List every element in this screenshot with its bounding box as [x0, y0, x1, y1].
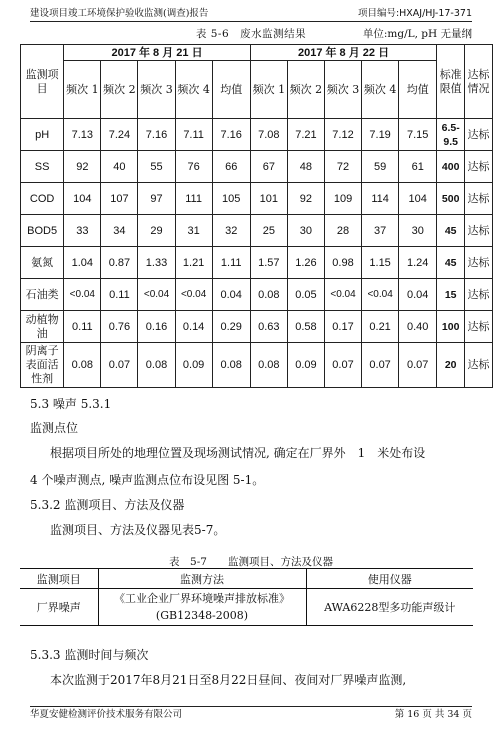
mean-cell: 30 [399, 215, 437, 247]
value-cell: 25 [250, 215, 287, 247]
value-cell: 0.08 [138, 343, 175, 388]
value-cell: 0.58 [287, 311, 324, 343]
table-row [21, 119, 493, 151]
value-cell: 7.08 [250, 119, 287, 151]
table-row [21, 279, 493, 311]
value-cell: 0.07 [362, 343, 399, 388]
status-cell: 达标 [465, 151, 493, 183]
status-cell: 达标 [465, 215, 493, 247]
report-title: 建设项目竣工环境保护验收监测(调查)报告 [30, 8, 209, 19]
col-compliance: 达标情况 [465, 45, 493, 119]
value-cell: 1.21 [175, 247, 212, 279]
method-cell [98, 589, 306, 626]
section-5-3-3-heading: 5.3.3 监测时间与频次 [30, 648, 149, 662]
freq-header: 频次 2 [101, 61, 138, 119]
value-cell: 31 [175, 215, 212, 247]
mean-cell: 1.24 [399, 247, 437, 279]
freq-header: 频次 4 [175, 61, 212, 119]
item-cell: 氨氮 [21, 247, 64, 279]
value-cell: <0.04 [324, 279, 361, 311]
status-cell: 达标 [465, 279, 493, 311]
value-cell: 0.17 [324, 311, 361, 343]
page-footer [30, 706, 472, 720]
item-cell: 石油类 [21, 279, 64, 311]
value-cell: 7.13 [64, 119, 101, 151]
mean-cell: 1.11 [212, 247, 250, 279]
mean-cell: 0.04 [399, 279, 437, 311]
table-body [21, 119, 493, 388]
value-cell: 101 [250, 183, 287, 215]
value-cell: 0.09 [287, 343, 324, 388]
value-cell: 28 [324, 215, 361, 247]
status-cell: 达标 [465, 183, 493, 215]
col-method: 监测方法 [98, 569, 306, 589]
value-cell: 0.11 [64, 311, 101, 343]
value-cell: 92 [287, 183, 324, 215]
col-standard-limit: 标准限值 [437, 45, 465, 119]
mean-cell: 105 [212, 183, 250, 215]
table-5-6-unit: 单位:mg/L, pH 无量纲 [362, 28, 472, 40]
value-cell: 0.09 [175, 343, 212, 388]
mean-cell: 0.08 [212, 343, 250, 388]
value-cell: 114 [362, 183, 399, 215]
value-cell: <0.04 [175, 279, 212, 311]
freq-header: 频次 2 [287, 61, 324, 119]
value-cell: 7.21 [287, 119, 324, 151]
value-cell: 55 [138, 151, 175, 183]
freq-header: 频次 3 [324, 61, 361, 119]
value-cell: 1.15 [362, 247, 399, 279]
mean-cell: 0.04 [212, 279, 250, 311]
value-cell: 107 [101, 183, 138, 215]
value-cell: 111 [175, 183, 212, 215]
value-cell: 7.24 [101, 119, 138, 151]
status-cell: 达标 [465, 247, 493, 279]
project-number: 项目编号:HXAJ/HJ-17-371 [357, 8, 472, 19]
value-cell: 0.08 [250, 279, 287, 311]
company-name: 华夏安健检测评价技术服务有限公司 [30, 709, 183, 720]
col-monitor-item: 监测项目 [21, 45, 64, 119]
value-cell: 0.87 [101, 247, 138, 279]
mean-cell: 0.07 [399, 343, 437, 388]
item-cell: 厂界噪声 [20, 589, 98, 626]
value-cell: 92 [64, 151, 101, 183]
table-row [21, 215, 493, 247]
value-cell: 1.57 [250, 247, 287, 279]
paragraph-points-line-2: 4 个噪声测点, 噪声监测点位布设见图 5-1。 [30, 473, 265, 487]
value-cell: 0.98 [324, 247, 361, 279]
value-cell: 0.63 [250, 311, 287, 343]
value-cell: 48 [287, 151, 324, 183]
mean-cell: 7.15 [399, 119, 437, 151]
limit-cell: 45 [437, 215, 465, 247]
table-row [21, 151, 493, 183]
value-cell: <0.04 [138, 279, 175, 311]
value-cell: 7.16 [138, 119, 175, 151]
limit-cell: 20 [437, 343, 465, 388]
item-cell: 动植物油 [21, 311, 64, 343]
value-cell: 0.14 [175, 311, 212, 343]
limit-cell: 45 [437, 247, 465, 279]
method-standard-code: (GB12348-2008) [155, 609, 249, 622]
value-cell: 97 [138, 183, 175, 215]
mean-cell: 7.16 [212, 119, 250, 151]
value-cell: 1.04 [64, 247, 101, 279]
status-cell: 达标 [465, 343, 493, 388]
value-cell: 0.21 [362, 311, 399, 343]
value-cell: 0.05 [287, 279, 324, 311]
value-cell: 67 [250, 151, 287, 183]
col-instrument: 使用仪器 [306, 569, 473, 589]
paragraph-time: 本次监测于2017年8月21日至8月22日昼间、夜间对厂界噪声监测, [50, 673, 407, 687]
value-cell: 7.12 [324, 119, 361, 151]
limit-cell: 400 [437, 151, 465, 183]
value-cell: 7.11 [175, 119, 212, 151]
freq-header: 频次 4 [362, 61, 399, 119]
item-cell: pH [21, 119, 64, 151]
mean-cell: 0.40 [399, 311, 437, 343]
status-cell: 达标 [465, 311, 493, 343]
limit-cell: 500 [437, 183, 465, 215]
paragraph-table-ref: 监测项目、方法及仪器见表5-7。 [50, 523, 226, 537]
item-cell: COD [21, 183, 64, 215]
item-cell: 阴离子表面活性剂 [21, 343, 64, 388]
value-cell: 40 [101, 151, 138, 183]
freq-header: 频次 1 [64, 61, 101, 119]
value-cell: 0.08 [250, 343, 287, 388]
mean-cell: 0.29 [212, 311, 250, 343]
mean-header: 均值 [212, 61, 250, 119]
mean-cell: 61 [399, 151, 437, 183]
table-5-6-title: 表 5-6 废水监测结果 [195, 28, 307, 40]
value-cell: 72 [324, 151, 361, 183]
value-cell: 59 [362, 151, 399, 183]
limit-cell: 15 [437, 279, 465, 311]
method-standard-name: 《工业企业厂界环境噪声排放标准》 [114, 592, 290, 605]
value-cell: 104 [64, 183, 101, 215]
wastewater-results-table [20, 44, 493, 388]
value-cell: 0.11 [101, 279, 138, 311]
monitoring-methods-table [20, 568, 473, 626]
value-cell: 0.08 [64, 343, 101, 388]
value-cell: 0.76 [101, 311, 138, 343]
col-item: 监测项目 [20, 569, 98, 589]
value-cell: 30 [287, 215, 324, 247]
value-cell: 76 [175, 151, 212, 183]
limit-cell: 6.5-9.5 [437, 119, 465, 151]
table-5-7-caption: 表 5-7 监测项目、方法及仪器 [169, 556, 333, 568]
value-cell: 109 [324, 183, 361, 215]
value-cell: <0.04 [362, 279, 399, 311]
mean-cell: 66 [212, 151, 250, 183]
value-cell: 34 [101, 215, 138, 247]
table-row [21, 247, 493, 279]
mean-header: 均值 [399, 61, 437, 119]
mean-cell: 32 [212, 215, 250, 247]
table-5-6-caption [30, 26, 472, 42]
section-5-3-1-heading: 5.3 噪声 5.3.1 [30, 397, 112, 411]
value-cell: 33 [64, 215, 101, 247]
value-cell: 7.19 [362, 119, 399, 151]
freq-header: 频次 1 [250, 61, 287, 119]
table-row [21, 183, 493, 215]
section-5-3-2-heading: 5.3.2 监测项目、方法及仪器 [30, 498, 185, 512]
value-cell: 37 [362, 215, 399, 247]
page-header [30, 6, 472, 22]
value-cell: 0.07 [324, 343, 361, 388]
value-cell: 1.26 [287, 247, 324, 279]
value-cell: 29 [138, 215, 175, 247]
item-cell: SS [21, 151, 64, 183]
date-1-header: 2017 年 8 月 21 日 [64, 45, 251, 61]
item-cell: BOD5 [21, 215, 64, 247]
table-row [21, 343, 493, 388]
value-cell: 0.16 [138, 311, 175, 343]
status-cell: 达标 [465, 119, 493, 151]
date-2-header: 2017 年 8 月 22 日 [250, 45, 437, 61]
page-number: 第 16 页 共 34 页 [394, 709, 472, 720]
freq-header: 频次 3 [138, 61, 175, 119]
value-cell: 1.33 [138, 247, 175, 279]
value-cell: 0.07 [101, 343, 138, 388]
mean-cell: 104 [399, 183, 437, 215]
limit-cell: 100 [437, 311, 465, 343]
value-cell: <0.04 [64, 279, 101, 311]
instrument-cell: AWA6228型多功能声级计 [306, 589, 473, 626]
monitoring-points-heading: 监测点位 [30, 421, 79, 435]
table-row [21, 311, 493, 343]
paragraph-points-line-1: 根据项目所处的地理位置及现场测试情况, 确定在厂界外 1 米处布设 [50, 446, 426, 460]
